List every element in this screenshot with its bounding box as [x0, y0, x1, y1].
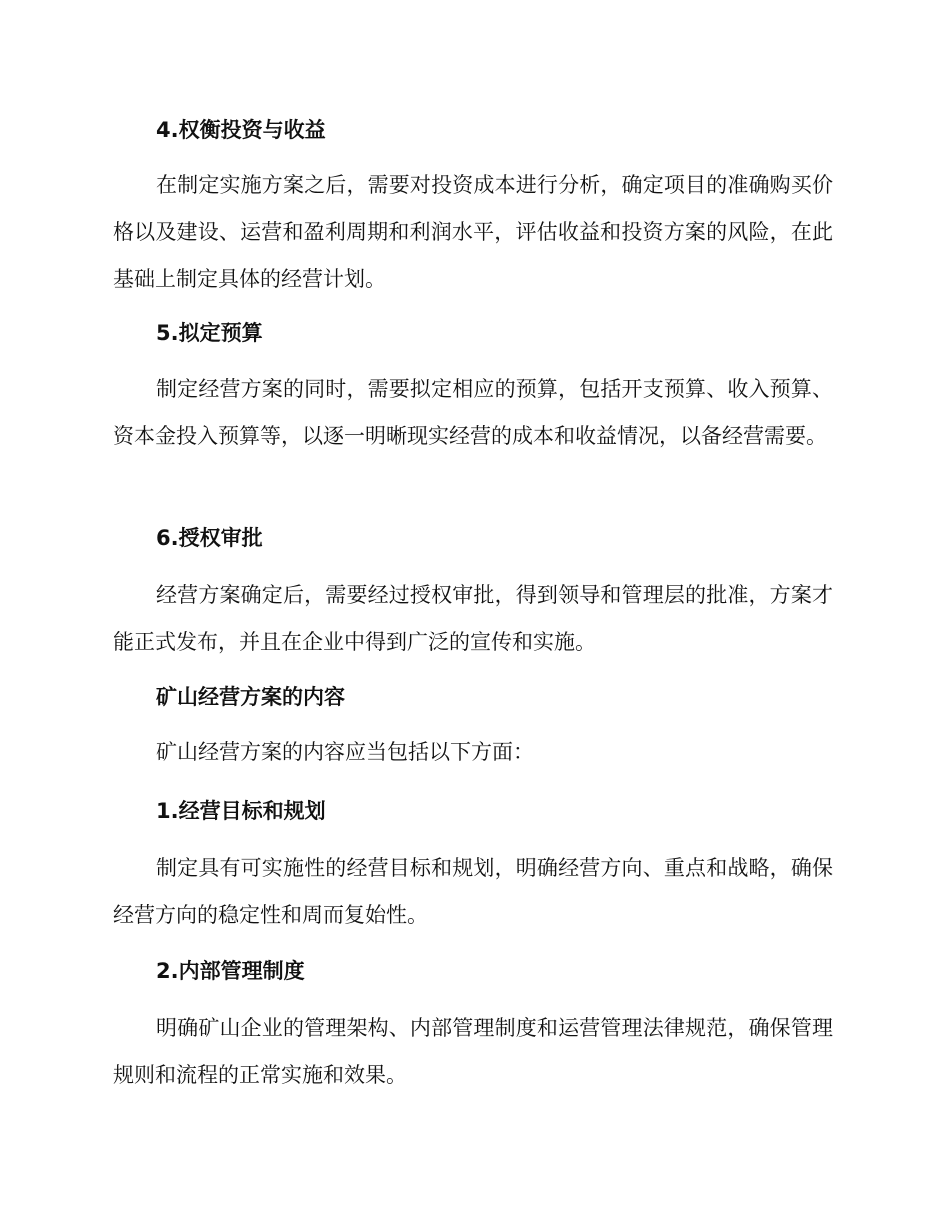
section-heading: 矿山经营方案的内容 [156, 685, 345, 709]
section-paragraph: 矿山经营方案的内容应当包括以下方面： [156, 740, 534, 764]
section-paragraph: 制定具有可实施性的经营目标和规划，明确经营方向、重点和战略，确保经营方向的稳定性和周而复始性。 [113, 856, 833, 927]
section-paragraph: 明确矿山企业的管理架构、内部管理制度和运营管理法律规范，确保管理规则和流程的正常实施和效果。 [113, 1016, 833, 1087]
section-heading: 4.权衡投资与收益 [156, 118, 326, 142]
section-paragraph: 制定经营方案的同时，需要拟定相应的预算，包括开支预算、收入预算、资本金投入预算等，以逐一明晰现实经营的成本和收益情况，以备经营需要。 [113, 377, 833, 448]
section-heading: 6.授权审批 [156, 526, 263, 550]
section-heading: 2.内部管理制度 [156, 959, 305, 983]
section-paragraph: 经营方案确定后，需要经过授权审批，得到领导和管理层的批准，方案才能正式发布，并且在企业中得到广泛的宣传和实施。 [113, 583, 833, 654]
section-paragraph: 在制定实施方案之后，需要对投资成本进行分析，确定项目的准确购买价格以及建设、运营和盈利周期和利润水平，评估收益和投资方案的风险，在此基础上制定具体的经营计划。 [113, 173, 833, 291]
section-heading: 1.经营目标和规划 [156, 799, 326, 823]
section-heading: 5.拟定预算 [156, 321, 263, 345]
